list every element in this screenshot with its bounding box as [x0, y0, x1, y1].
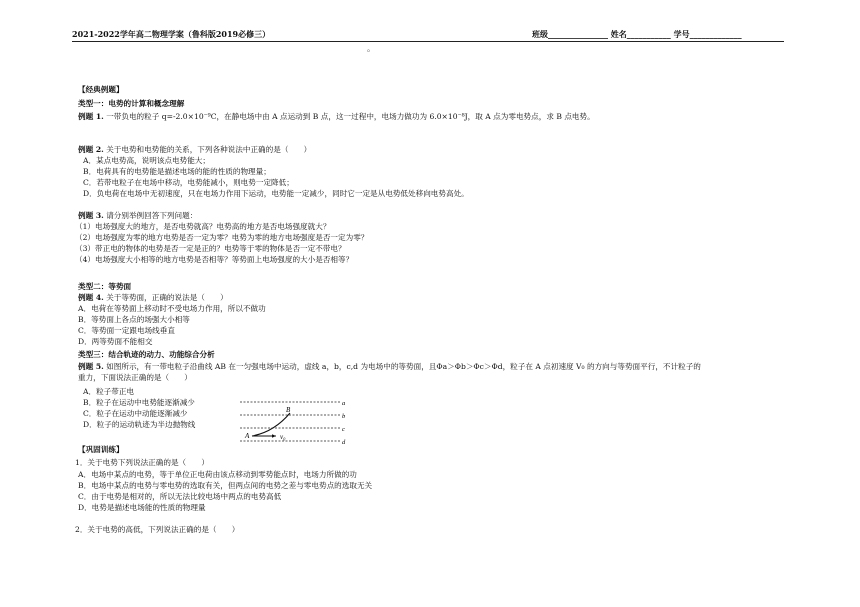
- training-q1-option-b: B．电场中某点的电势与零电势的选取有关，但两点间的电势之差与零电势点的选取无关: [78, 481, 373, 490]
- type1-heading: 类型一：电势的计算和概念理解: [78, 99, 185, 108]
- training-q1: 1．关于电势下列说法正确的是（ ）: [75, 458, 209, 467]
- example4-option-d: D．两等势面不能相交: [78, 337, 153, 346]
- label-point-B: B: [286, 406, 291, 414]
- example5-text: 如图所示，有一带电粒子沿曲线 AB 在一匀强电场中运动，虚线 a，b，c,d 为电场中的等势面，且Φa＞Φb＞Φc＞Φd，粒子在 A 点初速度 V₀ 的方向与等势面平行，不计粒子的: [106, 362, 701, 371]
- example2-option-c: C．若带电粒子在电场中移动，电势能减小，则电势一定降低；: [83, 178, 294, 187]
- example2-option-b: B．电荷具有的电势能是描述电场的能的性质的物理量；: [83, 167, 271, 176]
- training-q1-option-d: D．电势是描述电场能的性质的物理量: [78, 503, 206, 512]
- example5-label: 例题 5.: [78, 362, 104, 371]
- velocity-arrowhead: [272, 434, 276, 437]
- header-student-fields: 班级_______________ 姓名___________ 学号_____________: [532, 29, 742, 39]
- example4-option-a: A．电荷在等势面上移动时不受电场力作用，所以不做功: [78, 304, 266, 313]
- example4-text: 关于等势面，正确的说法是（ ）: [106, 293, 228, 302]
- label-d: d: [342, 439, 346, 446]
- example3-q4: （4）电场强度大小相等的地方电势是否相等？等势面上电场强度的大小是否相等？: [75, 255, 354, 264]
- example5-text-cont: 重力，下面说法正确的是（ ）: [78, 373, 192, 382]
- example3-q1: （1）电场强度大的地方，是否电势就高？电势高的地方是否电场强度就大？: [75, 222, 331, 231]
- example3-label: 例题 3.: [78, 211, 104, 220]
- example3-text: 请分别举例回答下列问题：: [106, 211, 198, 220]
- type3-heading: 类型三：结合轨迹的动力、功能综合分析: [78, 350, 215, 359]
- example3: [78, 211, 197, 221]
- example4-label: 例题 4.: [78, 293, 104, 302]
- example1-label: 例题 1.: [78, 112, 104, 121]
- example3-q3: （3）带正电的物体的电势是否一定是正的？电势等于零的物体是否一定不带电？: [75, 244, 346, 253]
- example4-option-c: C．等势面一定跟电场线垂直: [78, 326, 175, 335]
- equipotential-figure: [238, 398, 350, 446]
- label-v0: v₀: [280, 433, 286, 441]
- section-examples-title: 【经典例题】: [78, 85, 124, 94]
- example4: [78, 293, 228, 303]
- example4-option-b: B．等势面上各点的场强大小相等: [78, 315, 190, 324]
- label-b: b: [342, 413, 346, 420]
- stray-mark: 。: [367, 44, 375, 53]
- example5: [78, 362, 701, 372]
- training-q1-option-c: C．由于电势是相对的，所以无法比较电场中两点的电势高低: [78, 492, 282, 501]
- label-point-A: A: [245, 432, 250, 440]
- header-rule: [72, 41, 784, 42]
- example2-option-d: D．负电荷在电场中无初速度，只在电场力作用下运动，电势能一定减少，同时它一定是从电势低处移向电势高处。: [83, 189, 469, 198]
- example1: [78, 112, 595, 122]
- example5-option-a: A．粒子带正电: [83, 387, 135, 396]
- example2-option-a: A．某点电势高，说明该点电势能大；: [83, 156, 210, 165]
- training-q2: 2．关于电势的高低，下列说法正确的是（ ）: [75, 525, 240, 534]
- type2-heading: 类型二：等势面: [78, 282, 132, 291]
- example3-q2: （2）电场强度为零的地方电势是否一定为零？电势为零的地方电场强度是否一定为零？: [75, 233, 369, 242]
- example1-text: 一带负电的粒子 q=-2.0×10⁻⁹C，在静电场中由 A 点运动到 B 点，这一过程中，电场力做功为 6.0×10⁻⁸J，取 A 点为零电势点，求 B 点电势。: [106, 112, 595, 121]
- example2-text: 关于电势和电势能的关系，下列各种说法中正确的是（ ）: [106, 145, 312, 154]
- example2-label: 例题 2.: [78, 145, 104, 154]
- section-training-title: 【巩固训练】: [78, 445, 124, 454]
- example5-option-d: D．粒子的运动轨迹为半边抛物线: [83, 420, 196, 429]
- header-course-title: 2021-2022学年高二物理学案（鲁科版2019必修三）: [72, 29, 271, 39]
- training-q1-option-a: A．电场中某点的电势，等于单位正电荷由该点移动到零势能点时，电场力所做的功: [78, 470, 357, 479]
- example5-option-b: B．粒子在运动中电势能逐渐减少: [83, 398, 195, 407]
- example2: [78, 145, 311, 155]
- label-a: a: [342, 400, 346, 407]
- example5-option-c: C．粒子在运动中动能逐渐减少: [83, 409, 188, 418]
- label-c: c: [342, 426, 345, 433]
